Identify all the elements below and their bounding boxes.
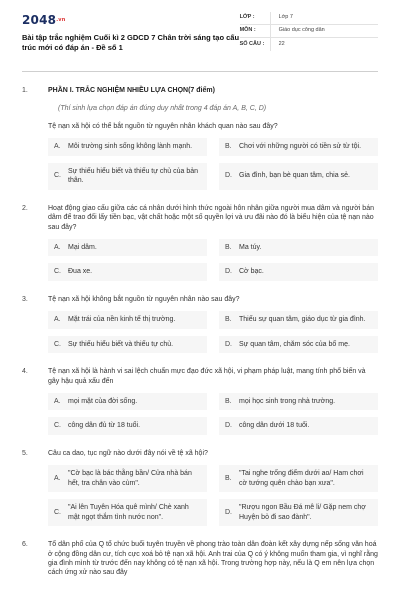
question-body bbox=[36, 204, 378, 281]
option-letter: C. bbox=[54, 268, 61, 276]
option-b[interactable] bbox=[219, 311, 378, 328]
option-letter: A. bbox=[54, 475, 61, 483]
question-body bbox=[48, 122, 378, 190]
option-text: Gia đình, bạn bè quan tâm, chia sẻ. bbox=[239, 172, 350, 180]
section-part-1 bbox=[22, 86, 378, 190]
option-b[interactable] bbox=[219, 465, 378, 492]
logo-domain: .vn bbox=[56, 17, 66, 24]
question-text: Tệ nạn xã hội có thể bắt nguồn từ nguyên nhân khách quan nào sau đây? bbox=[48, 122, 278, 130]
option-text: Sự thiếu hiểu biết và thiếu tự chủ của bản thân. bbox=[68, 167, 199, 185]
option-letter: D. bbox=[225, 340, 232, 348]
question-1 bbox=[48, 122, 378, 190]
option-b[interactable] bbox=[219, 393, 378, 410]
meta-value: Giáo dục công dân bbox=[270, 25, 325, 37]
option-text: công dân đủ từ 18 tuổi. bbox=[68, 422, 141, 430]
option-d[interactable] bbox=[219, 336, 378, 353]
document-title: Bài tập trắc nghiệm Cuối kì 2 GDCD 7 Chân trời sáng tạo cấu trúc mới có đáp án - Đề số 1 bbox=[22, 33, 240, 53]
option-text: Sự quan tâm, chăm sóc của bố mẹ. bbox=[239, 340, 350, 348]
option-c[interactable] bbox=[48, 263, 207, 280]
option-a[interactable] bbox=[48, 465, 207, 492]
option-text: "Rượu ngon Bầu Đá mê li/ Gặp nem chợ Huyện bỏ đi sao đành". bbox=[239, 504, 366, 521]
option-c[interactable] bbox=[48, 163, 207, 190]
meta-key: LỚP : bbox=[239, 14, 255, 21]
document-header bbox=[22, 12, 378, 72]
option-letter: C. bbox=[54, 422, 61, 430]
meta-row-grade bbox=[240, 12, 378, 25]
question-text: Tổ dân phố của Q tổ chức buổi tuyên truyền về phong trào toàn dân đoàn kết xây dựng nếp sống văn hoá ở cộng đồng dân cư, tích cực xoá bỏ tệ nạn xã hội. Anh trai của Q có ý không muốn tham gia, vì nghĩ rằng gia đình mình từ trước đến nay không có tệ nạn xã hội. Trong trường hợp này, nếu là Q em nên lựa chọn cách ứng xử nào sau đây bbox=[48, 541, 378, 577]
option-text: "Tai nghe trống điểm dưới ao/ Ham chơi cờ tướng quên chào bạn xưa". bbox=[239, 470, 364, 487]
option-a[interactable] bbox=[48, 311, 207, 328]
option-d[interactable] bbox=[219, 417, 378, 434]
question-body bbox=[36, 449, 378, 526]
option-text: Môi trường sinh sống không lành mạnh. bbox=[68, 143, 193, 151]
meta-row-subject bbox=[240, 25, 378, 38]
option-letter: B. bbox=[225, 398, 232, 405]
section-number: 1. bbox=[22, 87, 28, 94]
question-number: 2. bbox=[22, 204, 28, 212]
option-letter: A. bbox=[54, 143, 61, 151]
meta-key: MÔN : bbox=[239, 27, 256, 34]
question-text: Câu ca dao, tục ngữ nào dưới đây nói về tệ xã hội? bbox=[48, 449, 208, 457]
answer-options bbox=[48, 465, 378, 526]
option-text: Mại dâm. bbox=[68, 243, 97, 251]
question-3 bbox=[22, 295, 378, 353]
option-text: Đua xe. bbox=[68, 268, 93, 276]
option-b[interactable] bbox=[219, 239, 378, 256]
question-2 bbox=[22, 204, 378, 281]
option-text: Cờ bạc. bbox=[239, 268, 264, 276]
option-letter: A. bbox=[54, 316, 61, 324]
question-5 bbox=[22, 449, 378, 526]
question-number: 5. bbox=[22, 449, 28, 457]
meta-table bbox=[240, 12, 378, 63]
question-4 bbox=[22, 367, 378, 435]
question-text: Hoạt động giao cấu giữa các cá nhân dưới hình thức ngoài hôn nhân giữa người mua dâm và người bán dâm để trao đổi lấy tiền bạc, vật chất hoặc một số quyền lợi và ưu đãi nào đó là biểu hiện của tệ nạn nào sau đây? bbox=[48, 204, 374, 231]
option-letter: D. bbox=[225, 422, 232, 430]
option-text: công dân dưới 18 tuổi. bbox=[239, 422, 310, 430]
answer-options bbox=[48, 138, 378, 189]
option-d[interactable] bbox=[219, 499, 378, 526]
option-text: Chơi với những người có tiền sử từ tội. bbox=[239, 143, 362, 151]
meta-row-count bbox=[240, 38, 378, 51]
option-c[interactable] bbox=[48, 336, 207, 353]
option-text: mọi học sinh trong nhà trường. bbox=[239, 398, 336, 405]
option-c[interactable] bbox=[48, 417, 207, 434]
question-text: Tệ nạn xã hội không bắt nguồn từ nguyên nhân nào sau đây? bbox=[48, 295, 240, 303]
option-b[interactable] bbox=[219, 138, 378, 155]
answer-options bbox=[48, 311, 378, 353]
option-letter: B. bbox=[225, 475, 232, 483]
option-letter: C. bbox=[54, 172, 61, 180]
option-letter: A. bbox=[54, 243, 61, 251]
option-text: Thiếu sự quan tâm, giáo dục từ gia đình. bbox=[239, 316, 366, 324]
question-body bbox=[36, 367, 378, 435]
meta-key: SỐ CÂU : bbox=[239, 40, 265, 47]
option-letter: C. bbox=[54, 508, 61, 516]
option-text: Ma túy. bbox=[239, 243, 262, 251]
site-logo[interactable] bbox=[22, 12, 240, 28]
option-a[interactable] bbox=[48, 138, 207, 155]
question-body bbox=[36, 540, 378, 578]
section-instruction: (Thí sinh lựa chọn đáp án đúng duy nhất trong 4 đáp án A, B, C, D) bbox=[58, 105, 267, 113]
option-letter: D. bbox=[225, 268, 232, 276]
option-text: mọi mặt của đời sống. bbox=[68, 398, 138, 405]
option-text: Sự thiếu hiểu biết và thiếu tự chủ. bbox=[68, 340, 174, 348]
question-6 bbox=[22, 540, 378, 578]
meta-value: Lớp 7 bbox=[270, 12, 293, 24]
option-d[interactable] bbox=[219, 263, 378, 280]
option-text: "Ai lên Tuyên Hóa quê mình/ Chè xanh mật ngọt thắm tình nước non". bbox=[68, 504, 189, 521]
question-body bbox=[36, 295, 378, 353]
option-a[interactable] bbox=[48, 393, 207, 410]
question-number: 4. bbox=[22, 368, 28, 376]
option-letter: D. bbox=[225, 508, 232, 516]
option-letter: A. bbox=[54, 398, 61, 405]
logo-text: 2048 bbox=[22, 13, 57, 27]
option-a[interactable] bbox=[48, 239, 207, 256]
option-text: Mặt trái của nền kinh tế thị trường. bbox=[68, 316, 176, 324]
option-letter: B. bbox=[225, 316, 232, 324]
section-body bbox=[36, 86, 378, 190]
meta-value: 22 bbox=[270, 38, 285, 51]
answer-options bbox=[48, 393, 378, 435]
answer-options bbox=[48, 239, 378, 281]
option-letter: B. bbox=[225, 143, 232, 151]
question-number: 3. bbox=[22, 295, 28, 303]
option-d[interactable] bbox=[219, 163, 378, 190]
brand-block bbox=[22, 12, 240, 63]
option-c[interactable] bbox=[48, 499, 207, 526]
option-letter: D. bbox=[225, 172, 232, 180]
question-text: Tệ nạn xã hội là hành vi sai lệch chuẩn mực đạo đức xã hội, vi phạm pháp luật, mang tính phổ biến và gây hậu quả xấu đến bbox=[48, 368, 366, 385]
section-title: PHẦN I. TRẮC NGHIỆM NHIỀU LỰA CHỌN(7 điểm) bbox=[48, 87, 215, 94]
option-letter: B. bbox=[225, 243, 232, 251]
option-text: "Cờ bạc là bác thằng bần/ Cửa nhà bán hết, tra chân vào cùm". bbox=[68, 470, 192, 487]
option-letter: C. bbox=[54, 340, 61, 348]
question-number: 6. bbox=[22, 541, 28, 549]
